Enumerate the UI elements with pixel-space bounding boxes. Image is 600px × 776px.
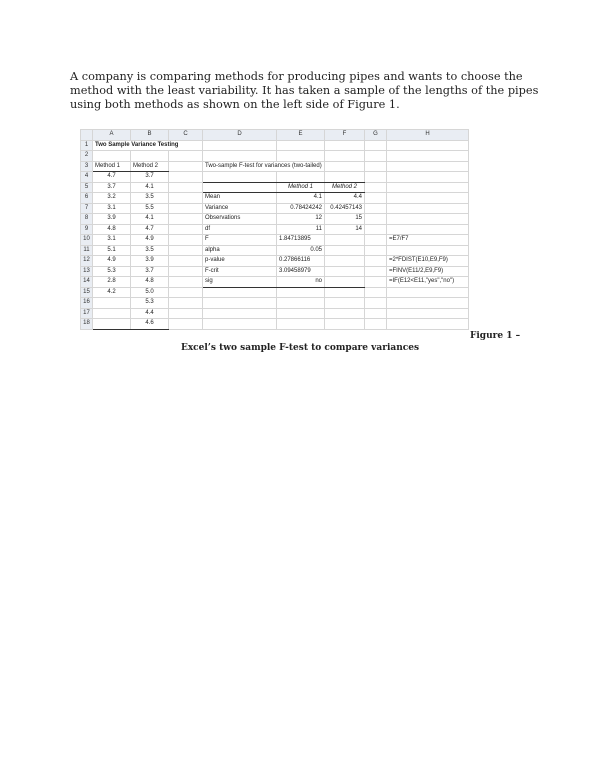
cell <box>169 245 203 256</box>
row-header: 18 <box>81 319 93 330</box>
row-header: 10 <box>81 235 93 246</box>
formula-cell: =IF(E12<E11,"yes","no") <box>387 277 469 288</box>
cell <box>203 319 277 330</box>
cell: 2.8 <box>93 277 131 288</box>
cell <box>387 140 469 151</box>
cell: df <box>203 224 277 235</box>
sheet-title-cell: Two Sample Variance Testing <box>93 140 203 151</box>
sheet-row <box>81 308 469 319</box>
cell <box>169 235 203 246</box>
cell: Variance <box>203 203 277 214</box>
cell: 3.09458979 <box>277 266 325 277</box>
cell <box>325 161 365 172</box>
sheet-row <box>81 182 469 193</box>
cell <box>365 193 387 204</box>
column-header-d: D <box>203 130 277 141</box>
cell: 0.78424242 <box>277 203 325 214</box>
cell <box>203 140 277 151</box>
cell <box>169 172 203 183</box>
sheet-row <box>81 193 469 204</box>
cell: Method 1 <box>277 182 325 193</box>
cell <box>365 161 387 172</box>
cell <box>387 319 469 330</box>
cell: 4.2 <box>93 287 131 298</box>
cell: 14 <box>325 224 365 235</box>
cell: 3.1 <box>93 235 131 246</box>
cell <box>169 308 203 319</box>
cell <box>387 298 469 309</box>
sheet-row <box>81 256 469 267</box>
cell <box>387 224 469 235</box>
cell: 3.9 <box>131 256 169 267</box>
row-header: 16 <box>81 298 93 309</box>
cell <box>169 319 203 330</box>
cell <box>365 277 387 288</box>
cell <box>325 172 365 183</box>
sheet-row <box>81 266 469 277</box>
sheet-row <box>81 235 469 246</box>
cell: 0.27866116 <box>277 256 325 267</box>
f-test-title-cell: Two-sample F-test for variances (two-tailed) <box>203 161 325 172</box>
column-header-a: A <box>93 130 131 141</box>
cell <box>203 151 277 162</box>
cell: sig <box>203 277 277 288</box>
cell <box>277 298 325 309</box>
sheet-row <box>81 161 469 172</box>
corner-cell <box>81 130 93 141</box>
cell <box>277 287 325 298</box>
cell <box>387 161 469 172</box>
cell <box>325 140 365 151</box>
cell: 5.5 <box>131 203 169 214</box>
cell: 3.2 <box>93 193 131 204</box>
cell <box>387 308 469 319</box>
cell <box>203 182 277 193</box>
row-header: 6 <box>81 193 93 204</box>
cell <box>325 235 365 246</box>
column-header-b: B <box>131 130 169 141</box>
cell <box>169 256 203 267</box>
column-header-g: G <box>365 130 387 141</box>
cell <box>131 151 169 162</box>
cell: alpha <box>203 245 277 256</box>
cell <box>365 214 387 225</box>
cell: 3.7 <box>93 182 131 193</box>
cell <box>365 319 387 330</box>
row-header: 5 <box>81 182 93 193</box>
row-header: 2 <box>81 151 93 162</box>
figure-label: Figure 1 – <box>470 331 521 341</box>
cell <box>169 161 203 172</box>
cell <box>387 245 469 256</box>
cell <box>277 140 325 151</box>
cell <box>169 214 203 225</box>
column-header-h: H <box>387 130 469 141</box>
row-header: 11 <box>81 245 93 256</box>
cell <box>277 151 325 162</box>
cell <box>93 308 131 319</box>
cell <box>325 308 365 319</box>
sheet-row <box>81 151 469 162</box>
row-header: 1 <box>81 140 93 151</box>
method-2-header-cell: Method 2 <box>131 161 169 172</box>
cell <box>169 203 203 214</box>
cell: 11 <box>277 224 325 235</box>
cell: 5.1 <box>93 245 131 256</box>
sheet-row <box>81 172 469 183</box>
cell: F-crit <box>203 266 277 277</box>
cell: 4.8 <box>131 277 169 288</box>
cell: 4.1 <box>131 214 169 225</box>
sheet-row <box>81 298 469 309</box>
cell <box>365 298 387 309</box>
cell <box>325 245 365 256</box>
cell <box>169 277 203 288</box>
cell <box>325 319 365 330</box>
cell <box>325 151 365 162</box>
cell <box>169 287 203 298</box>
sheet-row <box>81 319 469 330</box>
cell: 4.9 <box>93 256 131 267</box>
cell: Mean <box>203 193 277 204</box>
cell <box>365 182 387 193</box>
formula-cell: =2*FDIST(E10,E9,F9) <box>387 256 469 267</box>
sheet-row <box>81 214 469 225</box>
cell: F <box>203 235 277 246</box>
cell <box>169 151 203 162</box>
cell <box>203 172 277 183</box>
cell: 4.1 <box>277 193 325 204</box>
cell <box>365 235 387 246</box>
cell <box>365 172 387 183</box>
cell <box>365 256 387 267</box>
cell: no <box>277 277 325 288</box>
row-header: 13 <box>81 266 93 277</box>
column-header-row <box>81 130 469 141</box>
row-header: 9 <box>81 224 93 235</box>
column-header-e: E <box>277 130 325 141</box>
cell: 4.9 <box>131 235 169 246</box>
cell <box>203 298 277 309</box>
figure-caption: Excel’s two sample F-test to compare variances <box>180 343 420 353</box>
cell <box>325 277 365 288</box>
cell <box>365 266 387 277</box>
cell <box>387 151 469 162</box>
cell <box>387 182 469 193</box>
cell: 4.6 <box>131 319 169 330</box>
column-header-f: F <box>325 130 365 141</box>
cell <box>169 298 203 309</box>
cell <box>93 319 131 330</box>
cell <box>203 287 277 298</box>
cell: 4.1 <box>131 182 169 193</box>
cell <box>365 203 387 214</box>
cell <box>277 308 325 319</box>
cell <box>365 140 387 151</box>
cell: 4.4 <box>131 308 169 319</box>
row-header: 4 <box>81 172 93 183</box>
cell <box>365 308 387 319</box>
cell: 3.7 <box>131 172 169 183</box>
cell <box>387 172 469 183</box>
cell: 1.84713895 <box>277 235 325 246</box>
formula-cell: =FINV(E11/2,E9,F9) <box>387 266 469 277</box>
cell: 0.05 <box>277 245 325 256</box>
cell <box>365 245 387 256</box>
row-header: 14 <box>81 277 93 288</box>
method-1-header-cell: Method 1 <box>93 161 131 172</box>
cell: 3.5 <box>131 245 169 256</box>
cell <box>365 151 387 162</box>
row-header: 7 <box>81 203 93 214</box>
cell: 5.3 <box>93 266 131 277</box>
row-header: 17 <box>81 308 93 319</box>
cell: 0.42457143 <box>325 203 365 214</box>
cell <box>93 298 131 309</box>
sheet-row <box>81 224 469 235</box>
intro-paragraph: A company is comparing methods for producing pipes and wants to choose the method with the least variability. It has taken a sample of the lengths of the pipes using both methods as shown on the left side of Figure 1. <box>70 70 539 111</box>
row-header: 15 <box>81 287 93 298</box>
cell: 3.1 <box>93 203 131 214</box>
cell: 12 <box>277 214 325 225</box>
cell <box>387 287 469 298</box>
cell: 15 <box>325 214 365 225</box>
sheet-row <box>81 287 469 298</box>
sheet-row <box>81 245 469 256</box>
column-header-c: C <box>169 130 203 141</box>
spreadsheet-table <box>80 129 469 330</box>
sheet-row <box>81 140 469 151</box>
cell <box>325 256 365 267</box>
cell <box>325 266 365 277</box>
row-header: 12 <box>81 256 93 267</box>
cell: 4.4 <box>325 193 365 204</box>
cell: 5.3 <box>131 298 169 309</box>
cell <box>365 287 387 298</box>
cell: 3.5 <box>131 193 169 204</box>
cell <box>169 224 203 235</box>
cell: p-value <box>203 256 277 267</box>
cell <box>203 308 277 319</box>
cell <box>169 193 203 204</box>
cell <box>93 151 131 162</box>
cell: 3.7 <box>131 266 169 277</box>
cell <box>365 224 387 235</box>
cell <box>325 298 365 309</box>
cell <box>387 203 469 214</box>
sheet-row <box>81 277 469 288</box>
cell <box>387 193 469 204</box>
cell: Observations <box>203 214 277 225</box>
row-header: 8 <box>81 214 93 225</box>
cell <box>169 266 203 277</box>
cell: 4.8 <box>93 224 131 235</box>
cell: 4.7 <box>131 224 169 235</box>
cell <box>169 182 203 193</box>
cell <box>387 214 469 225</box>
cell <box>277 319 325 330</box>
cell <box>277 172 325 183</box>
formula-cell: =E7/F7 <box>387 235 469 246</box>
cell: 4.7 <box>93 172 131 183</box>
cell: Method 2 <box>325 182 365 193</box>
sheet-row <box>81 203 469 214</box>
row-header: 3 <box>81 161 93 172</box>
cell <box>325 287 365 298</box>
cell: 5.0 <box>131 287 169 298</box>
cell: 3.9 <box>93 214 131 225</box>
spreadsheet-image <box>80 129 468 340</box>
